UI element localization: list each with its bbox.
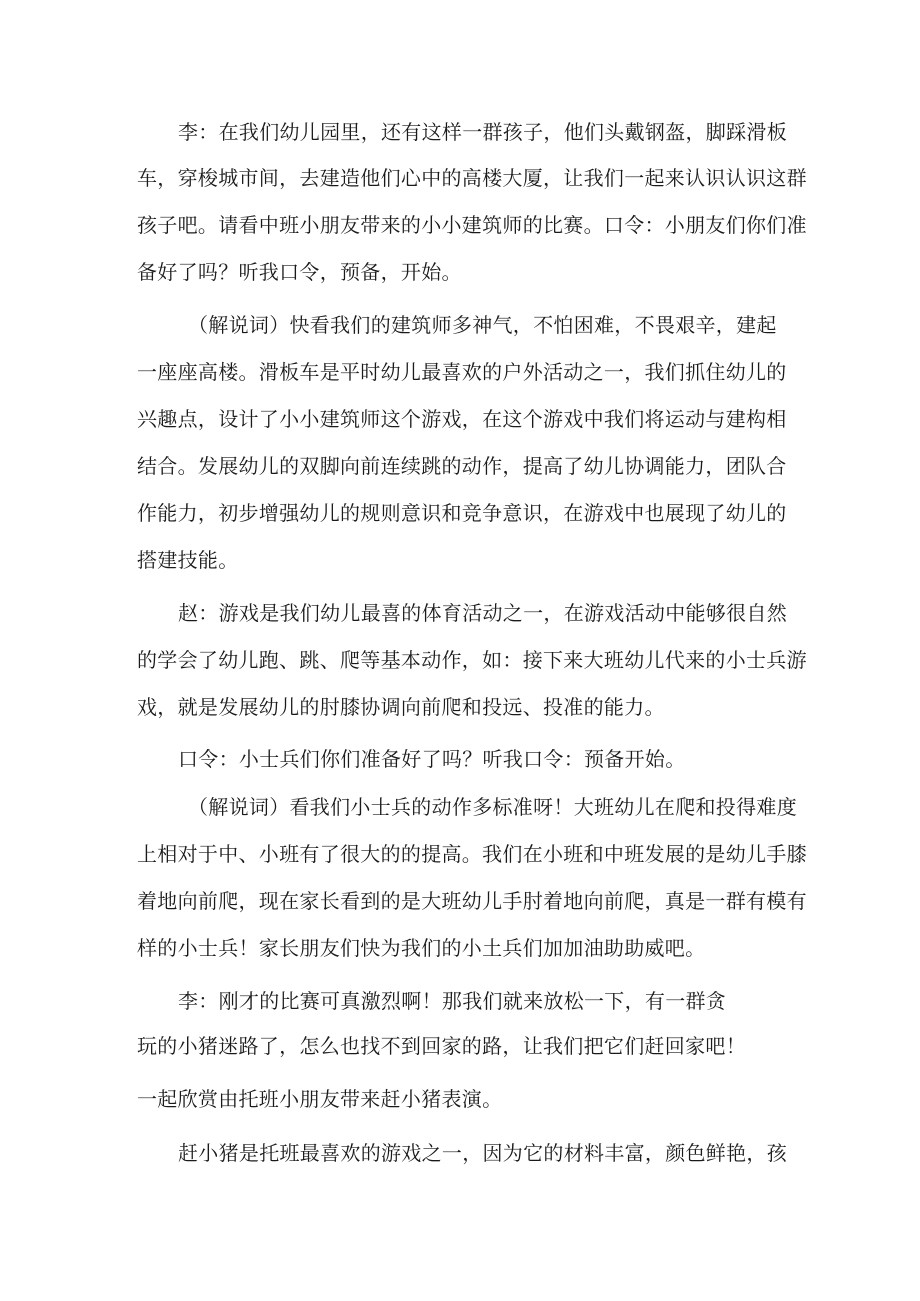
text-line: 车，穿梭城市间，去建造他们心中的高楼大厦，让我们一起来认识认识这群 [137, 166, 807, 190]
text-line: 一起欣赏由托班小朋友带来赶小猪表演。 [137, 1087, 503, 1111]
text-line: 着地向前爬，现在家长看到的是大班幼儿手肘着地向前爬，真是一群有模有 [137, 889, 807, 913]
text-line: 结合。发展幼儿的双脚向前连续跳的动作，提高了幼儿协调能力，团队合 [137, 454, 787, 478]
text-line: 玩的小猪迷路了，怎么也找不到回家的路，让我们把它们赶回家吧！ [137, 1034, 746, 1058]
text-line: 样的小士兵！家长朋友们快为我们的小土兵们加加油助助威吧。 [137, 936, 706, 960]
text-line: 的学会了幼儿跑、跳、爬等基本动作，如：接下来大班幼儿代来的小士兵游 [137, 648, 807, 672]
text-line: 赶小猪是托班最喜欢的游戏之一，因为它的材料丰富，颜色鲜艳，孩 [178, 1141, 787, 1165]
text-line: 口令：小士兵们你们准备好了吗？听我口令：预备开始。 [178, 747, 686, 771]
text-line: （解说词）看我们小士兵的动作多标准呀！大班幼儿在爬和投得难度 [188, 795, 797, 819]
text-line: 孩子吧。请看中班小朋友带来的小小建筑师的比赛。口令：小朋友们你们准 [137, 213, 807, 237]
text-line: 兴趣点，设计了小小建筑师这个游戏，在这个游戏中我们将运动与建构相 [137, 407, 787, 431]
text-line: 上相对于中、小班有了很大的的提高。我们在小班和中班发展的是幼儿手膝 [137, 842, 807, 866]
text-line: 作能力，初步增强幼儿的规则意识和竞争意识，在游戏中也展现了幼儿的 [137, 501, 787, 525]
text-line: 李：在我们幼儿园里，还有这样一群孩子，他们头戴钢盔，脚踩滑板 [178, 120, 787, 144]
text-line: 搭建技能。 [137, 548, 239, 572]
text-line: 赵：游戏是我们幼儿最喜的体育活动之一，在游戏活动中能够很自然 [178, 601, 787, 625]
text-line: （解说词）快看我们的建筑师多神气，不怕困难，不畏艰辛，建起 [188, 313, 777, 337]
text-line: 戏，就是发展幼儿的肘膝协调向前爬和投远、投准的能力。 [137, 695, 665, 719]
text-line: 一座座高楼。滑板车是平时幼儿最喜欢的户外活动之一，我们抓住幼儿的 [137, 360, 787, 384]
text-line: 李：刚才的比赛可真激烈啊！那我们就来放松一下，有一群贪 [178, 989, 727, 1013]
text-line: 备好了吗？听我口令，预备，开始。 [137, 260, 462, 284]
